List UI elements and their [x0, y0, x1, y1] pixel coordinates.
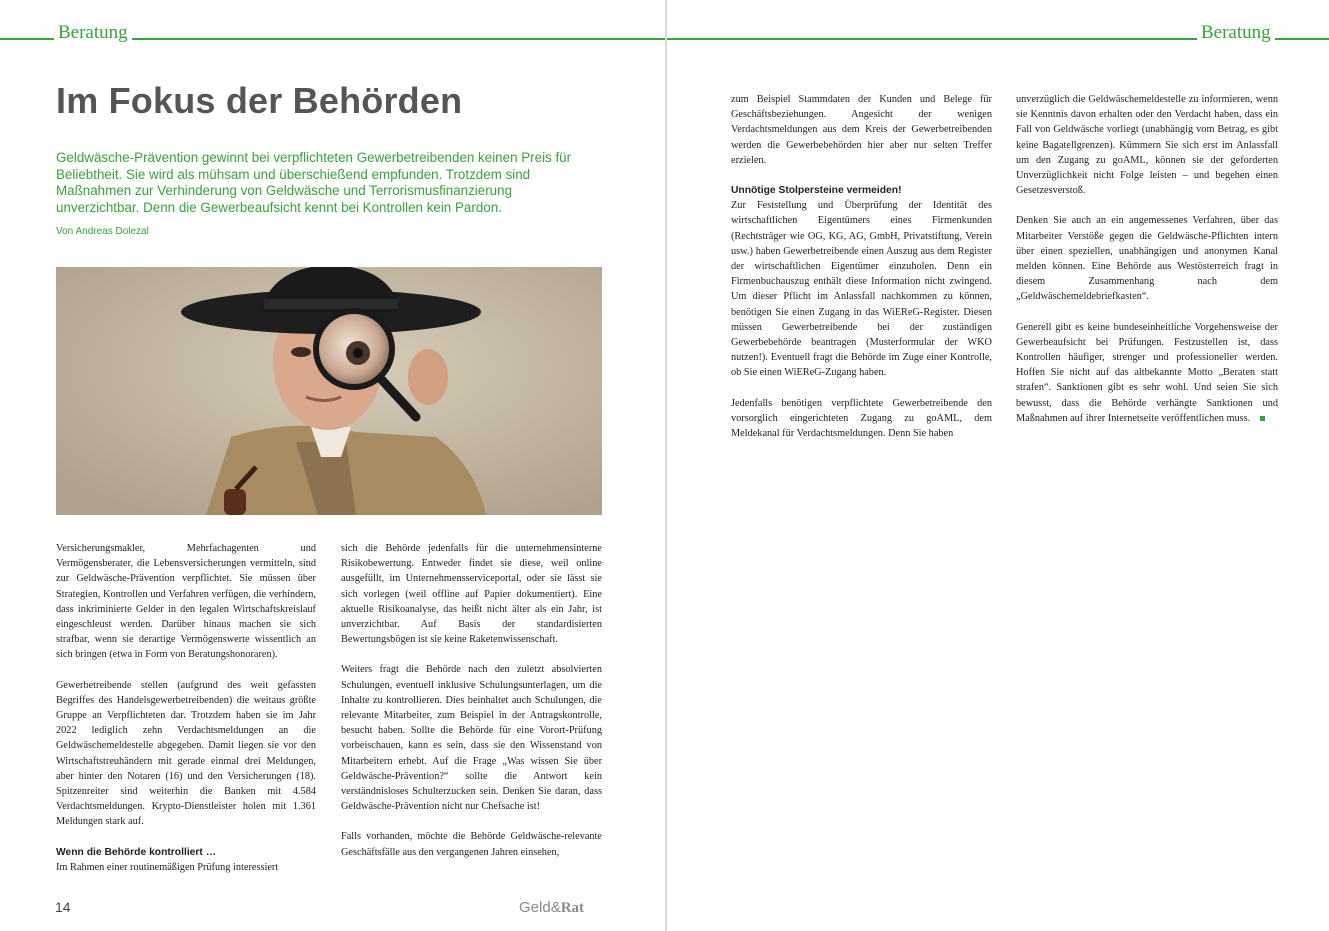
paragraph: Weiters fragt die Behörde nach den zuletzt absolvierten Schulungen, eventuell inklusive Schulungsunterlagen, um die Inhalte zu kontrollieren. Dies beinhaltet auch Schulungen, die relevante Mitarbeiter, zum Beispiel in der Antragskontrolle, besucht haben. Sollte die Behörde für eine Vorort-Prüfung vorbeischauen, kann es sein, dass sie den Wissenstand von Mitarbeitern erhebt. Auf die Frage „Was wissen Sie über Geldwäsche-Prävention?“ sollte die Antwort kein verständnisloses Schulterzucken sein. Denken Sie daran, dass Geldwäsche-Prävention nicht nur Chefsache ist!: [341, 664, 602, 813]
paragraph: unverzüglich die Geldwäschemeldestelle zu informieren, wenn sie Kenntnis davon erhalten oder den Verdacht haben, dass ein Fall von Geldwäsche vorliegt (unabhängig vom Betrag, es gibt keine Bagatellgrenzen). Kümmern Sie sich erst im Anlassfall um den Zugang zu goAML, können sie der geforderten Unverzüglichkeit nicht Folge leisten – und begehen einen Gesetzesverstoß.: [1016, 94, 1278, 197]
paragraph: Zur Feststellung und Überprüfung der Identität des wirtschaftlichen Eigentümers eines Firmenkunden (Rechtsträger wie OG, KG, AG, GmbH, Privatstiftung, Verein usw.) haben Gewerbetreibende einen Auszug aus dem Register der wirtschaftlichen Eigentümer einzuholen. Denn ein Firmenbuchauszug enthält diese Information nicht zwingend. Um dieser Pflicht im Anlassfall nachkommen zu können, benötigen Sie einen Zugang in das WiEReG-Register. Diesen müssen Gewerbetreibende bei der zuständigen Gewerbebehörde beantragen (Musterformular der WKO nutzen!). Eventuell fragt die Behörde im Zuge einer Kontrolle, ob Sie einen WiEReG-Zugang haben.: [731, 200, 992, 379]
article-author: Von Andreas Dolezal: [56, 226, 149, 237]
paragraph: Gewerbetreibende stellen (aufgrund des weit gefassten Begriffes des Handelsgewerbetreibenden) die weitaus größte Gruppe an Verpflichteten dar. Trotzdem haben sie im Jahr 2022 lediglich zehn Verdachtsmeldungen an die Geldwäschemeldestelle abgegeben. Damit liegen sie vor den Wirtschaftstreuhändern mit gerade einmal drei Meldungen, aber hinter den Notaren (16) und den Versicherungen (18). Spitzenreiter sind weiterhin die Banken mit 4.584 Verdachtsmeldungen. Krypto-Dienstleister holen mit 1.361 Meldungen stark auf.: [56, 679, 316, 828]
right-page: [667, 0, 1329, 931]
right-column-1: [731, 92, 992, 456]
left-column-2: [341, 541, 602, 875]
detective-magnifier-photo: [56, 267, 602, 515]
paragraph: zum Beispiel Stammdaten der Kunden und Belege für Geschäftsbeziehungen. Angesicht der wenigen Verdachtsmeldungen aus dem Kreis der Gewerbetreibenden werden die Gewerbebehörden hier aber nur selten Treffer erzielen.: [731, 94, 992, 166]
article-end-square-icon: [1260, 416, 1265, 421]
paragraph-text: Generell gibt es keine bundeseinheitliche Vorgehensweise der Gewerbeaufsicht bei Prüfungen. Festzustellen ist, dass Kontrollen häufiger, strenger und professioneller werden. Hoffen Sie nicht auf das altbekannte Motto „Beraten statt strafen“. Sanktionen gibt es sehr wohl. Und seien Sie sich bewusst, dass die Behörde verhängte Sanktionen und Maßnahmen auf ihrer Internetseite veröffentlichen muss.: [1016, 321, 1278, 424]
section-label-left: Beratung: [54, 22, 132, 44]
paragraph: Denken Sie auch an ein angemessenes Verfahren, über das Mitarbeiter Verstöße gegen die Geldwäsche-Pflichten intern über einen speziellen, unabhängigen und anonymen Kanal melden können. Eine Behörde aus Westösterreich fragt in diesem Zusammenhang nach dem „Geldwäschemeldebriefkasten“.: [1016, 215, 1278, 303]
subheading: Wenn die Behörde kontrolliert …: [56, 846, 216, 858]
subheading: Unnötige Stolpersteine vermeiden!: [731, 185, 902, 197]
brand-ampersand: &: [550, 899, 561, 916]
brand-part-rat: Rat: [560, 900, 585, 916]
brand-logo: [519, 899, 584, 917]
photo-illustration: [56, 267, 602, 515]
left-column-1: [56, 541, 316, 890]
paragraph: Falls vorhanden, möchte die Behörde Geldwäsche-relevante Geschäftsfälle aus den vergangenen Jahren einsehen,: [341, 831, 602, 858]
section-label-right: Beratung: [1197, 22, 1275, 44]
page-number: 14: [55, 899, 71, 915]
article-headline: Im Fokus der Behörden: [56, 80, 463, 121]
paragraph: [1016, 320, 1278, 426]
article-lead: Geldwäsche-Prävention gewinnt bei verpflichteten Gewerbetreibenden keinen Preis für Beliebtheit. Sie wird als mühsam und überschießend empfunden. Trotzdem sind Maßnahmen zur Verhinderung von Geldwäsche und Terrorismusfinanzierung unverzichtbar. Denn die Gewerbeaufsicht kennt bei Kontrollen kein Pardon.: [56, 150, 572, 215]
paragraph: Versicherungsmakler, Mehrfachagenten und Vermögensberater, die Lebensversicherungen vermitteln, sind zur Geldwäsche-Prävention verpflichtet. Sie müssen über Strategien, Kontrollen und Verfahren verfügen, die verhindern, dass inkriminierte Gelder in den legalen Wirtschaftskreislauf eingeschleust werden. Darüber hinaus machen sie sich strafbar, wenn sie derartige Vermögenswerte wissentlich an sich bringen (etwa in Form von Beratungshonoraren).: [56, 543, 316, 661]
paragraph: sich die Behörde jedenfalls für die unternehmensinterne Risikobewertung. Entweder findet sie diese, weil online ausgefüllt, im Unternehmensserviceportal, oder sie lässt sie sich vorlegen (weil offline auf Papier dokumentiert). Eine aktuelle Risikoanalyse, das heißt nicht älter als ein Jahr, ist unverzichtbar. Auf Basis der standardisierten Bewertungsbögen ist sie keine Raketenwissenschaft.: [341, 543, 602, 646]
paragraph: Jedenfalls benötigen verpflichtete Gewerbetreibende den vorsorglich eingerichteten Zugang zu goAML, dem Meldekanal für Verdachtsmeldungen. Denn Sie haben: [731, 397, 992, 440]
paragraph: Im Rahmen einer routinemäßigen Prüfung interessiert: [56, 861, 279, 873]
brand-part-geld: Geld: [519, 899, 551, 916]
right-column-2: [1016, 92, 1278, 441]
